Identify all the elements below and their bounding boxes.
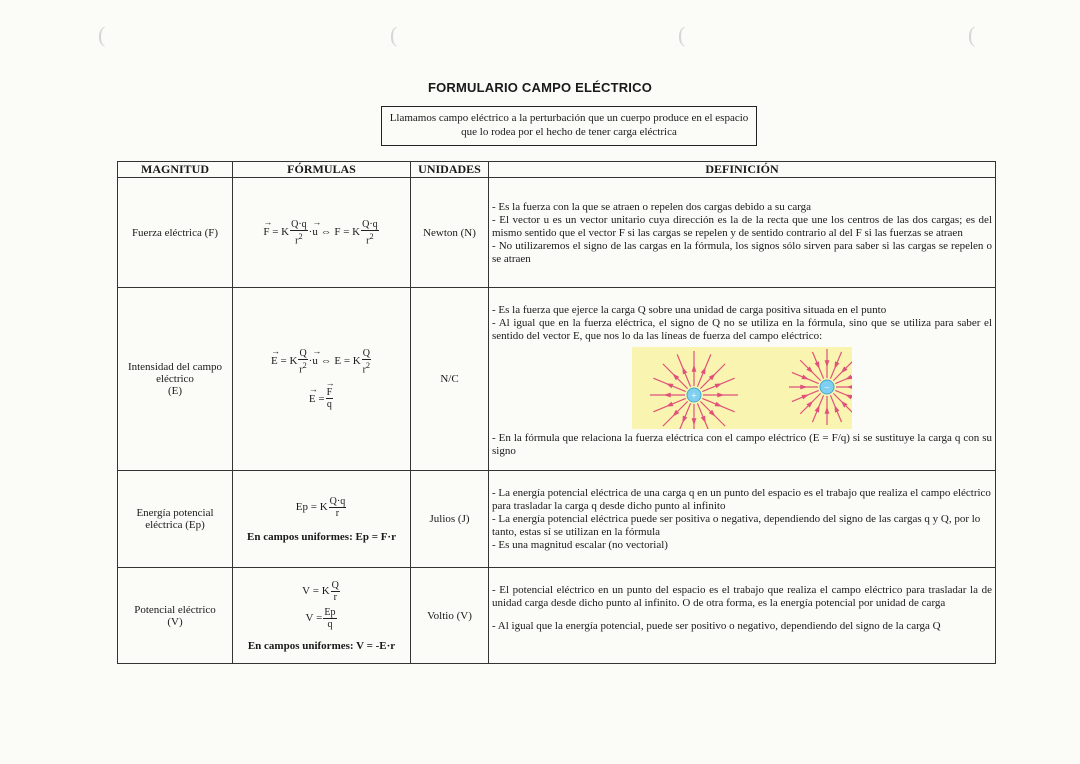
magnitud-line: (E): [167, 385, 183, 397]
definicion-line: - No utilizaremos el signo de las cargas en la fórmula, los signos sólo sirven para saber si las cargas se repelen o se atraen: [492, 239, 992, 265]
scan-mark: (: [98, 22, 106, 47]
header-unidades: UNIDADES: [411, 162, 489, 178]
definicion-cell: [489, 568, 996, 664]
definicion-line: - Al igual que la energía potencial, puede ser positivo o negativo, dependiendo del signo de la carga Q: [492, 620, 941, 632]
magnitud-line: Energía potencial: [136, 507, 214, 519]
formula-cell: [233, 568, 411, 664]
definicion-line: - El potencial eléctrico en un punto del espacio es el trabajo que realiza el campo eléctrico para trasladar la de unidad carga desde dicho punto al infinito. O de otra forma, es la energía potencial por unidad de carga: [492, 584, 992, 609]
formula-field-force: → E = → $\frac{F}{q}$: [309, 387, 334, 410]
definicion-line: - Al igual que en la fuerza eléctrica, el signo de Q no se utiliza en la fórmula, sino que se utiliza para saber el sentido del vector E, que nos lo da las líneas de fuerza del campo eléctrico:: [492, 317, 992, 342]
header-definicion: DEFINICIÓN: [489, 162, 996, 178]
uniform-field-formula: En campos uniformes: V = -E·r: [247, 639, 396, 652]
definicion-line: - Es la fuerza que ejerce la carga Q sobre una unidad de carga positiva situada en el punto: [492, 304, 887, 316]
scan-mark: (: [968, 22, 976, 47]
definicion-line: - Es la fuerza con la que se atraen o repelen dos cargas debido a su carga: [492, 200, 812, 213]
unidades-cell: Newton (N): [411, 178, 489, 288]
table-row: [118, 568, 996, 664]
magnitud-line: (V): [167, 615, 183, 628]
positive-charge-sign: +: [691, 391, 697, 402]
definicion-line: - En la fórmula que relaciona la fuerza eléctrica con el campo eléctrico (E = F/q) si se sustituye la carga q con su signo: [492, 432, 992, 457]
formula-potential-energy: Ep = K $\frac{Q\cdot q}{r}$: [295, 495, 346, 519]
magnitud-cell: [118, 568, 233, 664]
table-row: [118, 471, 996, 568]
magnitud-cell: Fuerza eléctrica (F): [118, 178, 233, 288]
table-row: [118, 178, 996, 288]
scan-mark: (: [678, 22, 686, 47]
scan-mark: (: [390, 22, 398, 47]
unidades-cell: Julios (J): [411, 471, 489, 568]
formula-cell: [233, 288, 411, 471]
page-title: FORMULARIO CAMPO ELÉCTRICO: [427, 80, 653, 95]
formula-coulomb: → F = K $\frac{Q\cdot q}{r^2}$ · → u ⇔ F = K $\frac{Q\cdot q}{r^2}$: [263, 219, 379, 246]
formula-potential-ep: V = $\frac{Ep}{q}$: [305, 606, 336, 630]
definicion-cell: [489, 178, 996, 288]
definicion-line: - La energía potencial eléctrica de una carga q en un punto del espacio es el trabajo que realiza el campo eléctrico para trasladar la carga q desde dicho punto al infinito: [492, 487, 991, 512]
intro-box: Llamamos campo eléctrico a la perturbación que un cuerpo produce en el espacio que lo rodea por el hecho de tener carga eléctrica: [381, 106, 757, 146]
definicion-line: - El vector u es un vector unitario cuya dirección es la de la recta que une los centros de las dos cargas; es del mismo sentido que el vector F si las cargas se repelen y de sentido contrario al del F si las fuerzas se atraen: [492, 213, 992, 239]
unidades-cell: N/C: [411, 288, 489, 471]
field-background: [632, 347, 852, 429]
formula-potential: V = K $\frac{Q}{r}$: [302, 579, 339, 603]
field-lines-figure: [632, 347, 852, 429]
magnitud-line: Intensidad del campo: [127, 361, 223, 373]
formula-cell: [233, 471, 411, 568]
header-formulas: FÓRMULAS: [233, 162, 411, 178]
uniform-field-formula: En campos uniformes: Ep = F·r: [247, 530, 396, 543]
table-row: [118, 288, 996, 471]
unidades-cell: Voltio (V): [411, 568, 489, 664]
magnitud-line: eléctrico: [156, 373, 194, 385]
formula-field: → E = K $\frac{Q}{r^2}$ · → u ⇔ E = K $\frac{Q}{r^2}$: [271, 348, 372, 375]
magnitud-cell: [118, 471, 233, 568]
magnitud-line: Potencial eléctrico: [134, 603, 216, 616]
definicion-line: - Es una magnitud escalar (no vectorial): [492, 539, 668, 551]
formula-table: [117, 161, 996, 664]
definicion-line: - La energía potencial eléctrica puede ser positiva o negativa, dependiendo del signo de las cargas q y Q, por lo tanto, estas sí se utilizan en la fórmula: [492, 513, 981, 538]
header-magnitud: MAGNITUD: [118, 162, 233, 178]
table-header-row: [118, 162, 996, 178]
magnitud-line: eléctrica (Ep): [145, 519, 205, 531]
negative-charge-sign: −: [824, 383, 830, 394]
formula-cell: [233, 178, 411, 288]
magnitud-cell: [118, 288, 233, 471]
definicion-cell: [489, 288, 996, 471]
definicion-cell: [489, 471, 996, 568]
